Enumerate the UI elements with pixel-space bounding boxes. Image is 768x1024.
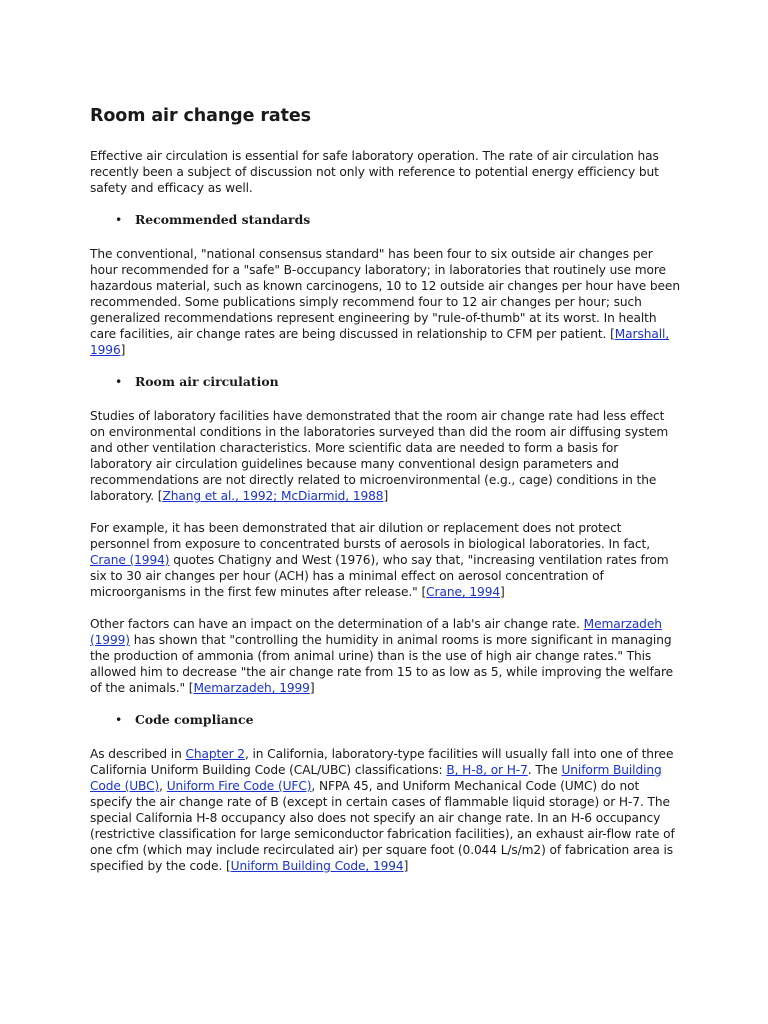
paragraph-text: ] bbox=[383, 489, 389, 503]
citation-link-memarzadeh[interactable]: Memarzadeh, 1999 bbox=[193, 681, 310, 695]
ufc-link[interactable]: Uniform Fire Code (UFC) bbox=[166, 779, 312, 793]
citation-link-memarzadeh-inline[interactable]: Memarzadeh (1999) bbox=[90, 617, 662, 647]
bullet-icon: • bbox=[115, 374, 123, 389]
paragraph-text: ] bbox=[403, 859, 409, 873]
intro-paragraph: Effective air circulation is essential for safe laboratory operation. The rate of air circulation has recently been a subject of discussion not only with reference to potential energy efficiency but safety and efficacy as well. bbox=[90, 149, 659, 195]
classifications-link[interactable]: B, H-8, or H-7 bbox=[446, 763, 528, 777]
section-heading-compliance bbox=[90, 712, 680, 728]
paragraph-text: Other factors can have an impact on the determination of a lab's air change rate. bbox=[90, 617, 584, 631]
circulation-paragraph-3 bbox=[90, 616, 680, 696]
citation-link-ubc-1994[interactable]: Uniform Building Code, 1994 bbox=[230, 859, 404, 873]
paragraph-text: has shown that "controlling the humidity in animal rooms is more significant in managing the production of ammonia (from animal urine) than is the use of high air change rates." This allowed him to decrease "the air change rate from 15 to as low as 5, while improving the welfare of the animals." [ bbox=[90, 633, 674, 695]
circulation-paragraph-1 bbox=[90, 408, 680, 504]
paragraph-text: . The bbox=[527, 763, 562, 777]
standards-paragraph bbox=[90, 246, 680, 358]
compliance-paragraph bbox=[90, 746, 680, 874]
circulation-paragraph-2 bbox=[90, 520, 680, 600]
paragraph-text: , NFPA 45, and Uniform Mechanical Code (UMC) do not specify the air change rate of B (except in certain cases of flammable liquid storage) or H-7. The special California H-8 occupancy also does not specify an air change rate. In an H-6 occupancy (restrictive classification for large semiconductor fabrication facilities), an exhaust air-flow rate of one cfm (which may include recirculated air) per square foot (0.044 L/s/m2) of fabrication area is specified by the code. [ bbox=[90, 779, 675, 873]
section-heading-circulation bbox=[90, 374, 680, 390]
citation-link-marshall[interactable]: Marshall, 1996 bbox=[90, 327, 670, 357]
paragraph-text: For example, it has been demonstrated that air dilution or replacement does not protect personnel from exposure to concentrated bursts of aerosols in biological laboratories. In fact, bbox=[90, 521, 650, 551]
paragraph-text: ] bbox=[120, 343, 126, 357]
document-page bbox=[90, 104, 680, 890]
section-heading-label: Recommended standards bbox=[135, 212, 311, 227]
citation-link-crane[interactable]: Crane, 1994 bbox=[426, 585, 501, 599]
paragraph-text: The conventional, "national consensus standard" has been four to six outside air changes per hour recommended for a "safe" B-occupancy laboratory; in laboratories that routinely use more hazardous material, such as known carcinogens, 10 to 12 outside air changes per hour have been recommended. Some publications simply recommend four to 12 air changes per hour; such generalized recommendations represent engineering by "rule-of-thumb" at its worst. In health care facilities, air change rates are being discussed in relationship to CFM per patient. [ bbox=[90, 247, 680, 341]
paragraph-text: ] bbox=[309, 681, 315, 695]
page-title: Room air change rates bbox=[90, 106, 311, 126]
paragraph-text: ] bbox=[500, 585, 505, 599]
section-heading-label: Room air circulation bbox=[135, 374, 279, 389]
section-heading-standards bbox=[90, 212, 680, 228]
paragraph-text: , bbox=[159, 779, 167, 793]
bullet-icon: • bbox=[115, 712, 123, 727]
paragraph-text: As described in bbox=[90, 747, 186, 761]
citation-link-crane-inline[interactable]: Crane (1994) bbox=[90, 553, 170, 567]
paragraph-text: quotes Chatigny and West (1976), who say that, "increasing ventilation rates from six to 30 air changes per hour (ACH) has a minimal effect on aerosol concentration of microorganisms in the first few minutes after release." [ bbox=[90, 553, 669, 599]
paragraph-text: Studies of laboratory facilities have demonstrated that the room air change rate had less effect on environmental conditions in the laboratories surveyed than did the room air diffusing system and other ventilation characteristics. More scientific data are needed to form a basis for laboratory air circulation guidelines because many conventional design parameters and recommendations are not directly related to microenvironmental (e.g., cage) conditions in the laboratory. [ bbox=[90, 409, 669, 503]
ubc-link[interactable]: Uniform Building Code (UBC) bbox=[90, 763, 662, 793]
bullet-icon: • bbox=[115, 212, 123, 227]
citation-link-zhang[interactable]: Zhang et al., 1992; McDiarmid, 1988 bbox=[162, 489, 384, 503]
chapter-2-link[interactable]: Chapter 2 bbox=[185, 747, 245, 761]
paragraph-text: , in California, laboratory-type facilities will usually fall into one of three California Uniform Building Code (CAL/UBC) classifications: bbox=[90, 747, 674, 777]
section-heading-label: Code compliance bbox=[135, 712, 254, 727]
